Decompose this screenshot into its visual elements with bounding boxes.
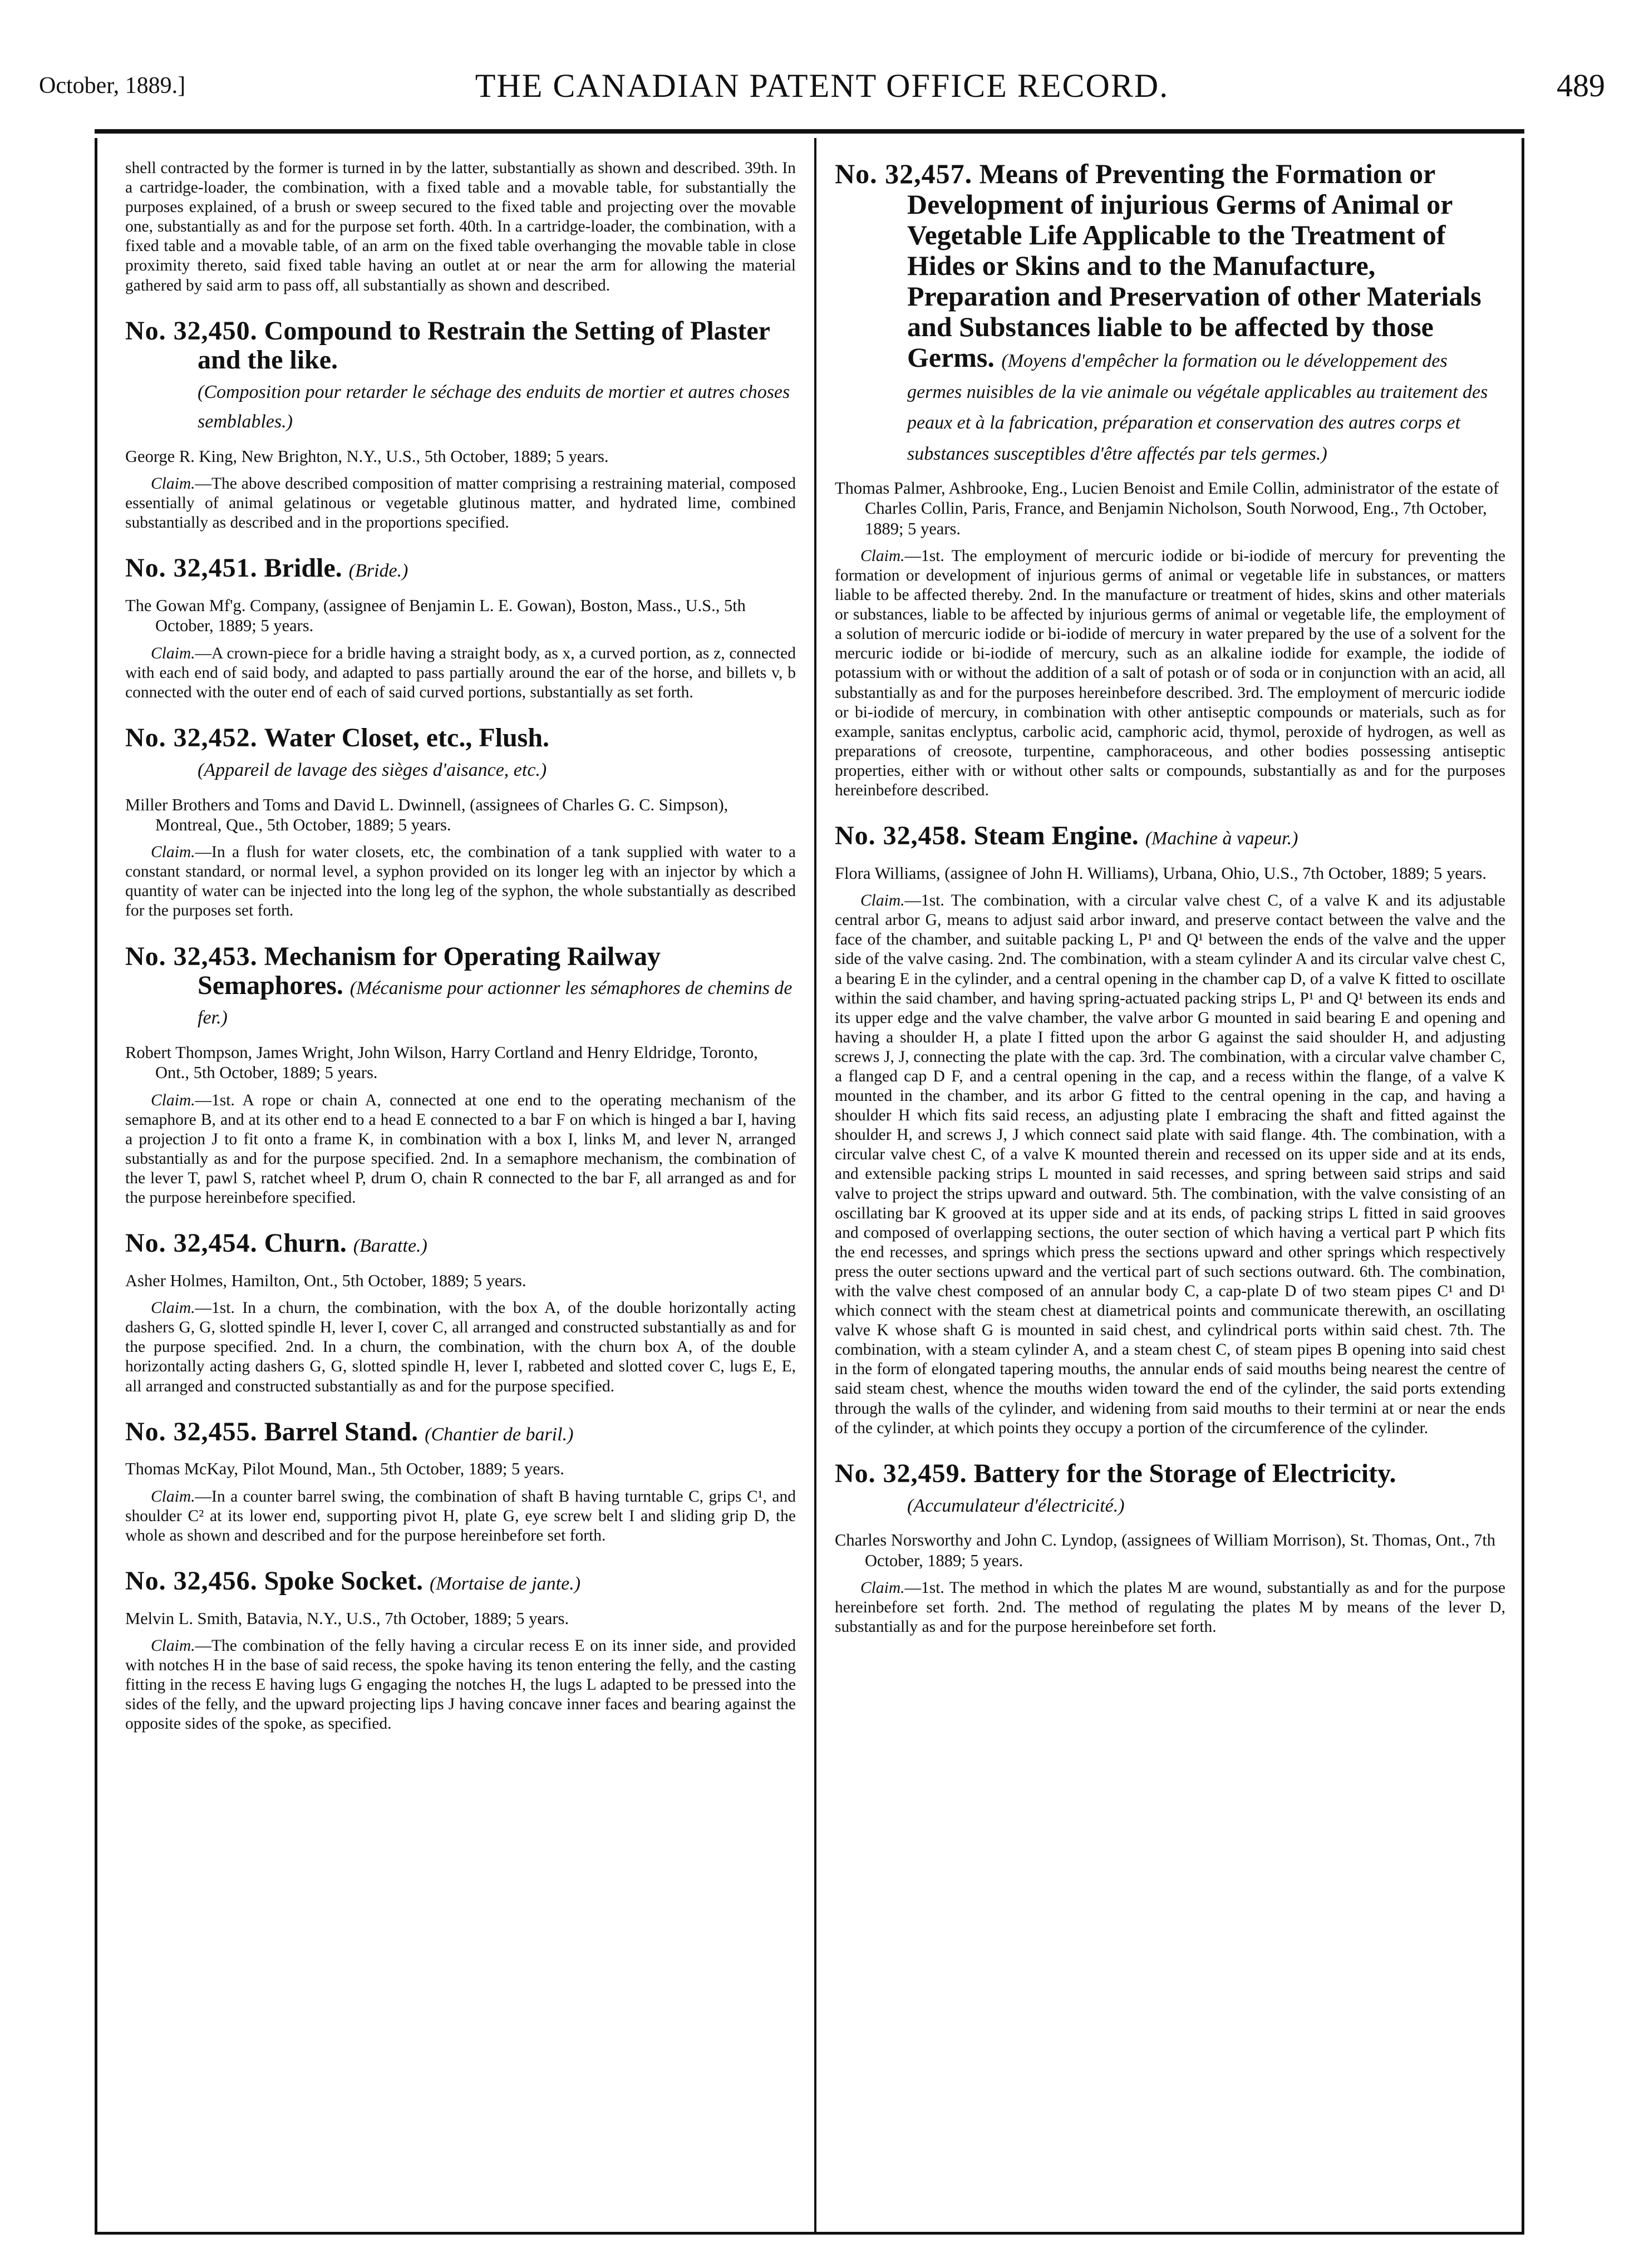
patent-number: No. 32,459. bbox=[835, 1458, 967, 1488]
claim-body: —In a flush for water closets, etc, the combination of a tank supplied with water to a constant standard, or normal level, a syphon provided on its longer leg with an injector by which a quantity of water can be injected into the long leg of the syphon, the whole substantially as described for the purposes set forth. bbox=[125, 843, 796, 920]
patent-entry bbox=[835, 159, 1505, 800]
patent-heading bbox=[125, 1567, 796, 1596]
patent-french-title: (Machine à vapeur.) bbox=[1145, 828, 1298, 849]
claim-text bbox=[835, 547, 1505, 800]
claim-body: —In a counter barrel swing, the combination of shaft B having turntable C, grips C¹, and shoulder C² at its lower end, supporting pivot H, plate G, eye screw belt I and sliding grip D, the whole as shown and described and for the purpose hereinbefore set forth. bbox=[125, 1487, 796, 1544]
patent-number: No. 32,450. bbox=[125, 316, 258, 346]
patent-number: No. 32,455. bbox=[125, 1416, 258, 1447]
claim-body: —1st. A rope or chain A, connected at one end to the operating mechanism of the semaphore B, and at its other end to a head E connected to a bar F on which is hinged a bar I, having a projection J to fit onto a frame K, in combination with a box I, links M, and lever N, arranged substantially as and for the purpose specified. 2nd. In a semaphore mechanism, the combination of the lever T, pawl S, ratchet wheel P, drum O, chain R connected to the bar F, all arranged as and for the purpose hereinbefore specified. bbox=[125, 1091, 796, 1207]
patent-title: Mechanism for Operating Railway Semaphores. bbox=[198, 941, 661, 1001]
patentee: The Gowan Mf'g. Company, (assignee of Benjamin L. E. Gowan), Boston, Mass., U.S., 5th October, 1889; 5 years. bbox=[125, 596, 746, 636]
patent-number: No. 32,451. bbox=[125, 553, 258, 583]
patentee: Thomas Palmer, Ashbrooke, Eng., Lucien Benoist and Emile Collin, administrator of the estate of Charles Collin, Paris, France, and Benjamin Nicholson, South Norwood, Eng., 7th October, 1889; 5 years. bbox=[835, 479, 1499, 538]
patent-entry bbox=[125, 724, 796, 921]
patent-title: Spoke Socket. bbox=[264, 1566, 424, 1596]
patent-french-title: (Moyens d'empêcher la formation ou le développement des germes nuisibles de la vie animale ou végétale applicables au traitement des peaux et à la fabrication, préparation et conservation des autres corps et substances susceptibles d'être affectés par tels germes.) bbox=[907, 351, 1488, 464]
claim-body: —1st. In a churn, the combination, with the box A, of the double horizontally acting dashers G, G, slotted spindle H, lever I, cover C, all arranged and constructed substantially as and for the purpose specified. 2nd. In a churn, the combination, with the churn box A, of the double horizontally acting dashers G, G, slotted spindle H, lever I, rabbeted and slotted cover C, lugs E, E, all arranged and constructed substantially as and for the purpose specified. bbox=[125, 1299, 796, 1395]
patent-number: No. 32,454. bbox=[125, 1228, 258, 1258]
claim-label: Claim. bbox=[151, 1299, 195, 1317]
patent-heading bbox=[125, 554, 796, 583]
claim-text bbox=[835, 891, 1505, 1438]
claim-label: Claim. bbox=[151, 843, 195, 862]
patent-number: No. 32,458. bbox=[835, 821, 967, 851]
patent-french-title: (Mortaise de jante.) bbox=[430, 1573, 581, 1594]
claim-label: Claim. bbox=[151, 1637, 195, 1655]
claim-text bbox=[125, 1487, 796, 1546]
page-header bbox=[39, 67, 1605, 111]
patent-title: Compound to Restrain the Setting of Plaster and the like. bbox=[198, 316, 770, 375]
patent-entry bbox=[125, 1567, 796, 1734]
patentee: Asher Holmes, Hamilton, Ont., 5th October, 1889; 5 years. bbox=[125, 1271, 526, 1290]
patent-french-title: (Accumulateur d'électricité.) bbox=[907, 1495, 1125, 1516]
continuation-text: shell contracted by the former is turned in by the latter, substantially as shown and described. 39th. In a cartridge-loader, the combination, with a fixed table and a movable table, for substantially the purposes explained, of a brush or sweep secured to the fixed table and projecting over the movable one, substantially as and for the purpose set forth. 40th. In a cartridge-loader, the combination, with a fixed table and a movable table, of an arm on the fixed table overhanging the movable table in close proximity thereto, said fixed table having an outlet at or near the arm for allowing the material gathered by said arm to pass off, all substantially as shown and described. bbox=[125, 159, 796, 294]
claim-label: Claim. bbox=[151, 1091, 195, 1109]
patent-heading bbox=[125, 942, 796, 1030]
patent-entry bbox=[835, 1459, 1505, 1637]
patent-title: Battery for the Storage of Electricity. bbox=[973, 1458, 1396, 1488]
claim-text bbox=[125, 1091, 796, 1208]
patent-french-title: (Composition pour retarder le séchage des enduits de mortier et autres choses semblables.) bbox=[198, 382, 790, 432]
claim-body: —1st. The method in which the plates M are wound, substantially as and for the purpose hereinbefore set forth. 2nd. The method of regulating the plates M by means of the lever D, substantially as and for the purpose hereinbefore set forth. bbox=[835, 1578, 1505, 1636]
patent-entry bbox=[125, 942, 796, 1208]
patentee: Flora Williams, (assignee of John H. Williams), Urbana, Ohio, U.S., 7th October, 1889; 5 years. bbox=[835, 863, 1487, 883]
patent-number: No. 32,456. bbox=[125, 1566, 258, 1596]
patent-entry bbox=[125, 554, 796, 702]
patent-entry bbox=[125, 1229, 796, 1396]
patentee: Robert Thompson, James Wright, John Wilson, Harry Cortland and Henry Eldridge, Toronto, Ont., 5th October, 1889; 5 years. bbox=[125, 1042, 758, 1083]
patent-heading bbox=[835, 821, 1505, 851]
claim-body: —The above described composition of matter comprising a restraining material, composed essentially of animal gelatinous or vegetable glutinous matter, and hydrated lime, combined substantially as described and in the proportions specified. bbox=[125, 475, 796, 532]
continuation-text-block bbox=[125, 159, 796, 296]
claim-body: —1st. The employment of mercuric iodide or bi-iodide of mercury for preventing the formation or development of injurious germs of animal or vegetable life in substances, or matters liable to be affected thereby. 2nd. In the manufacture or treatment of hides, skins and other materials or substances, liable to be affected by injurious germs of animal or vegetable life, the employment of a solution of mercuric iodide or bi-iodide of mercury in water prepared by the use of a solvent for the mercuric iodide or bi-iodide of mercury, such as an alkaline iodide for example, the iodide of potassium with or without the addition of a salt of potash or of soda or in conjunction with an acid, all substantially as and for the purposes hereinbefore described. 3rd. The employment of mercuric iodide or bi-iodide of mercury, in combination with other antiseptic compounds or materials, such as for example, sanitas enclyptus, carbolic acid, camphoric acid, thymol, peroxide of hydrogen, as well as preparations of creosote, turpentine, camphoraceous, and other bodies possessing antiseptic properties, either with or without other salts or compounds, substantially as and for the purposes hereinbefore described. bbox=[835, 547, 1505, 799]
patent-entry bbox=[125, 1418, 796, 1546]
top-rule bbox=[95, 129, 1524, 134]
claim-body: —1st. The combination, with a circular valve chest C, of a valve K and its adjustable central arbor G, means to adjust said arbor inward, and preserve contact between the valve and the face of the chamber, and suitable packing L, P¹ and Q¹ between the ends of the valve and the upper side of the valve casing. 2nd. The combination, with a steam cylinder A and its circular valve chest C, a bearing E in the cylinder, and a central opening in the chamber cap D, of a valve K fitted to oscillate within the said chamber, and having spring-actuated packing strips L, P¹ and Q¹ between its ends and its upper edge and the valve chamber, the valve arbor G mounted in said bearing E and opening and having a shoulder H, a plate I fitted upon the arbor G against the said shoulder H, and adjusting screws J, J, connecting the plate with the cap. 3rd. The combination, with a circular valve chamber C, a flanged cap D F, and a central opening in the cap, and a recess within the flange, of a valve K mounted in the chamber, and its arbor G fitted to the central opening in the cap, and having a shoulder H which fits said recess, an adjusting plate I embracing the shaft and fitted against the shoulder H, and screws J, J which connect said plate with said flange. 4th. The combination, with a circular valve chest C, of a valve K mounted therein and recessed on its upper side and at its ends, and extensible packing strips L mounted in said recesses, and spring between said strips and said valve to project the strips upward and outward. 5th. The combination, with the valve consisting of an oscillating bar K grooved at its upper side and at its ends, of packing strips L fitted in said grooves and composed of overlapping sections, the outer section of which having a vertical part P which fits the end recesses, and springs which press the sections upward and other springs which respectively press the outer sections upward and the vertical part of such sections outward. 6th. The combination, with the valve chest composed of an annular body C, a cap-plate D of two steam pipes C¹ and D¹ which connect with the steam chest at diametrical points and communicate therewith, an oscillating valve K whose shaft G is mounted in said chest, and cylindrical ports within said chest. 7th. The combination, with a steam cylinder A, and a steam chest C, of steam pipes B opening into said chest in the form of elongated tapering mouths, the annular ends of said mouths being nearest the centre of said steam chest, whence the mouths widen toward the end of the cylinder, the said ports extending through the walls of the cylinder, and widening from said mouths to their termini at or near the ends of the cylinder, at which points they occupy a portion of the circumference of the cylinder. bbox=[835, 892, 1505, 1437]
claim-label: Claim. bbox=[860, 1578, 905, 1597]
patent-french-title: (Mécanisme pour actionner les sémaphores de chemins de fer.) bbox=[198, 978, 793, 1029]
claim-text bbox=[125, 843, 796, 921]
patent-french-title: (Chantier de baril.) bbox=[425, 1424, 574, 1445]
patentee: Miller Brothers and Toms and David L. Dwinnell, (assignees of Charles G. C. Simpson), Montreal, Que., 5th October, 1889; 5 years. bbox=[125, 795, 729, 834]
patent-french-title: (Appareil de lavage des sièges d'aisance, etc.) bbox=[198, 759, 547, 780]
patentee: Thomas McKay, Pilot Mound, Man., 5th October, 1889; 5 years. bbox=[125, 1459, 564, 1479]
patent-french-title: (Baratte.) bbox=[353, 1236, 427, 1257]
patent-heading bbox=[125, 1418, 796, 1447]
claim-text bbox=[125, 1298, 796, 1396]
column-divider bbox=[814, 138, 816, 2235]
page-number: 489 bbox=[1557, 67, 1605, 104]
patent-title: Barrel Stand. bbox=[264, 1416, 419, 1447]
claim-text bbox=[835, 1578, 1505, 1637]
claim-label: Claim. bbox=[151, 644, 195, 662]
header-date: October, 1889.] bbox=[39, 73, 186, 99]
patent-number: No. 32,453. bbox=[125, 941, 258, 971]
patent-entry bbox=[125, 317, 796, 533]
patent-title: Water Closet, etc., Flush. bbox=[264, 723, 550, 753]
patent-heading bbox=[125, 317, 796, 434]
claim-text bbox=[125, 474, 796, 533]
claim-label: Claim. bbox=[860, 892, 905, 910]
claim-body: —The combination of the felly having a circular recess E on its inner side, and provided with notches H in the base of said recess, the spoke having its tenon entering the felly, and the casting fitting in the recess E having lugs G engaging the notches H, the lugs L adapted to be pressed into the sides of the felly, and the upward projecting lips J having concave inner faces and bearing against the opposite sides of the spoke, as specified. bbox=[125, 1637, 796, 1733]
right-column bbox=[835, 159, 1505, 1658]
claim-body: —A crown-piece for a bridle having a straight body, as x, a curved portion, as z, connected with each end of said body, and adapted to pass partially around the ear of the horse, and billets v, b connected with the outer end of each of said curved portions, substantially as set forth. bbox=[125, 644, 796, 701]
claim-label: Claim. bbox=[860, 547, 905, 565]
claim-text bbox=[125, 644, 796, 702]
patent-heading bbox=[835, 159, 1505, 466]
patent-title: Churn. bbox=[264, 1228, 347, 1258]
patentee: George R. King, New Brighton, N.Y., U.S., 5th October, 1889; 5 years. bbox=[125, 446, 609, 466]
patent-heading bbox=[125, 724, 796, 783]
patent-number: No. 32,452. bbox=[125, 723, 258, 753]
journal-title: THE CANADIAN PATENT OFFICE RECORD. bbox=[475, 67, 1169, 104]
patent-entry bbox=[835, 821, 1505, 1438]
patentee: Melvin L. Smith, Batavia, N.Y., U.S., 7th October, 1889; 5 years. bbox=[125, 1608, 569, 1628]
claim-label: Claim. bbox=[151, 1487, 195, 1506]
patent-heading bbox=[835, 1459, 1505, 1518]
patent-title: Means of Preventing the Formation or Development of injurious Germs of Animal or Vegetable Life Applicable to the Treatment of Hides or Skins and to the Manufacture, Preparation and Preservation of other Materials and Substances liable to be affected by those Germs. bbox=[907, 158, 1481, 373]
patent-title: Bridle. bbox=[264, 553, 342, 583]
patent-title: Steam Engine. bbox=[973, 821, 1139, 851]
patent-number: No. 32,457. bbox=[835, 158, 973, 189]
patentee: Charles Norsworthy and John C. Lyndop, (assignees of William Morrison), St. Thomas, Ont., 7th October, 1889; 5 years. bbox=[835, 1531, 1496, 1570]
patent-heading bbox=[125, 1229, 796, 1258]
left-column bbox=[125, 159, 796, 1755]
claim-label: Claim. bbox=[151, 475, 195, 493]
claim-text bbox=[125, 1636, 796, 1734]
patent-french-title: (Bride.) bbox=[348, 560, 408, 582]
